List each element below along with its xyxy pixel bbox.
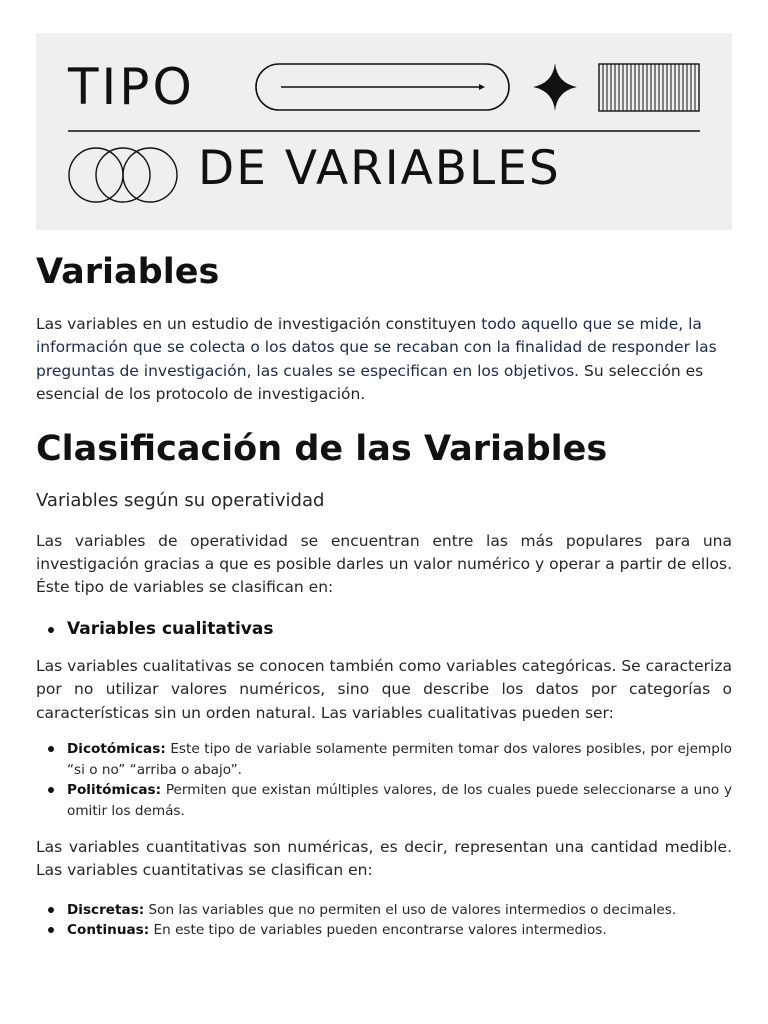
paragraph-text: Las variables en un estudio de investigación constituyen — [36, 315, 482, 333]
arrow-right-icon — [281, 84, 485, 90]
bullet-heading-cualitativas — [36, 617, 732, 641]
list-item — [36, 739, 732, 780]
banner-title-line2: DE VARIABLES — [198, 141, 561, 196]
document-body — [36, 246, 732, 941]
subheading-operatividad: Variables según su operatividad — [36, 489, 325, 511]
list-item-term: Discretas: — [67, 901, 145, 918]
striped-box-icon — [599, 64, 699, 111]
list-item-term: Dicotómicas: — [67, 741, 166, 758]
list-item — [36, 780, 732, 821]
cualitativas-list — [36, 739, 732, 821]
section-heading-variables: Variables — [36, 252, 220, 292]
paragraph-highlight: todo aquello que se mide, la información que se colecta o los datos que se recaban con la finalidad de responder las preguntas de investigación, las cuales se especifican en los objetivos. — [36, 315, 717, 380]
list-item-term: Politómicas: — [67, 782, 162, 799]
operatividad-paragraph: Las variables de operatividad se encuentran entre las más populares para una investigación gracias a que es posible darles un valor numérico y operar a partir de ellos. Éste tipo de variables se clasifican en: — [36, 531, 732, 597]
bullet-dot-icon — [48, 787, 54, 793]
cuantitativas-paragraph: Las variables cuantitativas son numéricas, es decir, representan una cantidad medible. Las variables cuantitativas se clasifican en: — [36, 838, 732, 880]
bullet-dot-icon — [48, 927, 54, 933]
section-heading-clasificacion: Clasificación de las Variables — [36, 428, 608, 469]
list-item-desc: Este tipo de variable solamente permiten tomar dos valores posibles, por ejemplo “si o no” “arriba o abajo”. — [67, 741, 732, 778]
paragraph-text: Su selección es esencial de los protocolo de investigación. — [36, 361, 704, 404]
list-item-desc: Permiten que existan múltiples valores, de los cuales puede seleccionarse a uno y omitir los demás. — [67, 782, 732, 819]
cualitativas-paragraph: Las variables cualitativas se conocen también como variables categóricas. Se caracteriza por no utilizar valores numéricos, sino que describe los datos por categorías o características sin un orden natural. Las variables cualitativas pueden ser: — [36, 656, 732, 722]
cuantitativas-list — [36, 900, 732, 941]
sparkle-star-icon — [533, 63, 577, 111]
overlapping-circles-icon — [69, 148, 177, 202]
variables-paragraph — [36, 313, 732, 407]
list-item — [36, 900, 732, 921]
list-item-desc: Son las variables que no permiten el uso de valores intermedios o decimales. — [144, 901, 677, 918]
bullet-dot-icon — [48, 746, 54, 752]
banner-title-line1: TIPO — [68, 58, 195, 116]
list-item-desc: En este tipo de variables pueden encontrarse valores intermedios. — [149, 922, 607, 939]
bullet-dot-icon — [48, 907, 54, 913]
bullet-dot-icon — [48, 627, 54, 633]
list-item-term: Continuas: — [67, 922, 150, 939]
bullet-heading-label: Variables cualitativas — [67, 618, 274, 639]
title-banner — [36, 33, 732, 230]
list-item — [36, 920, 732, 941]
